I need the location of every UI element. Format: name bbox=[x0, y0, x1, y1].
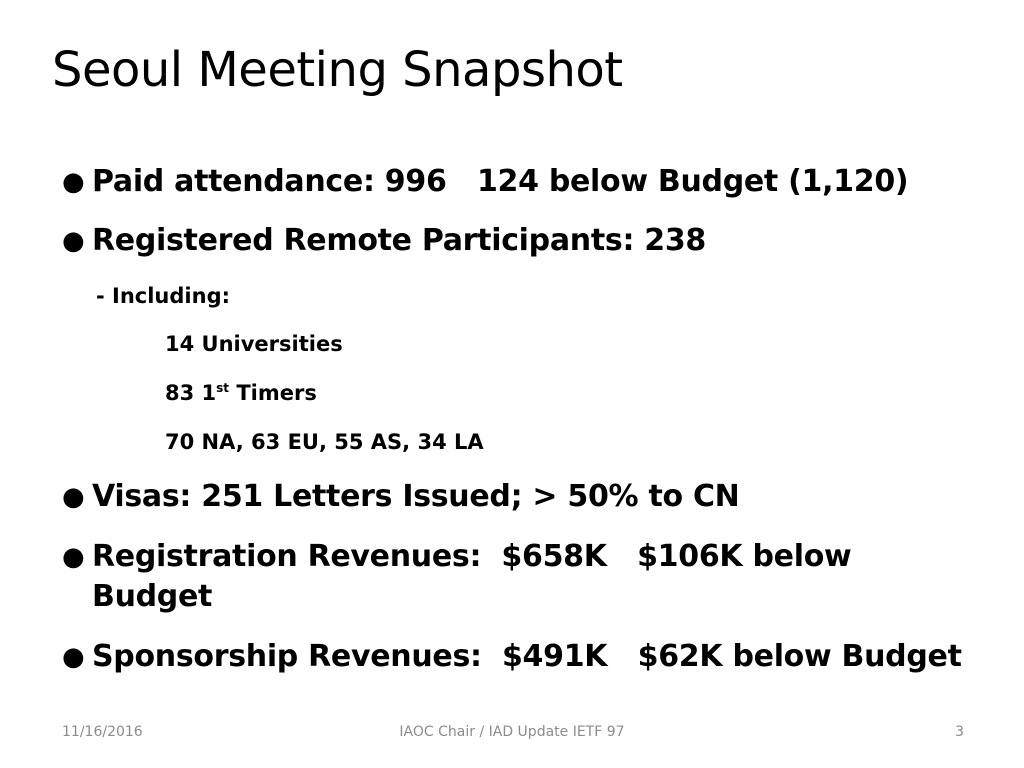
bullet-text: Sponsorship Revenues: $491K $62K below Budget bbox=[92, 639, 962, 674]
sub-item-universities: 14 Universities bbox=[165, 332, 343, 356]
bullet-dot-icon: ● bbox=[62, 167, 85, 197]
footer-date: 11/16/2016 bbox=[62, 724, 143, 740]
bullet-remote-participants bbox=[62, 221, 706, 261]
bullet-visas bbox=[62, 477, 739, 517]
bullet-dot-icon: ● bbox=[62, 226, 85, 256]
bullet-dot-icon: ● bbox=[62, 542, 85, 572]
sub-item-regions: 70 NA, 63 EU, 55 AS, 34 LA bbox=[165, 430, 484, 454]
bullet-text: Visas: 251 Letters Issued; > 50% to CN bbox=[92, 479, 740, 514]
bullet-paid-attendance bbox=[62, 162, 908, 202]
sub-item-first-timers bbox=[165, 379, 317, 407]
bullet-dot-icon: ● bbox=[62, 482, 85, 512]
bullet-text: Registered Remote Participants: 238 bbox=[92, 223, 707, 258]
bullet-sponsorship-revenues bbox=[62, 637, 962, 677]
bullet-dot-icon: ● bbox=[62, 642, 85, 672]
bullet-registration-revenues bbox=[62, 537, 912, 617]
footer-title: IAOC Chair / IAD Update IETF 97 bbox=[399, 724, 625, 740]
bullet-text: Paid attendance: 996 124 below Budget (1,120) bbox=[92, 164, 909, 199]
footer-page-number: 3 bbox=[955, 724, 964, 740]
sub-item-prefix: 83 1 bbox=[165, 381, 217, 405]
sub-heading-including: - Including: bbox=[96, 284, 230, 308]
sub-item-suffix: Timers bbox=[229, 381, 317, 405]
sub-item-superscript: st bbox=[216, 381, 230, 395]
bullet-text: Registration Revenues: $658K $106K below Budget bbox=[92, 539, 862, 614]
slide-title: Seoul Meeting Snapshot bbox=[52, 42, 623, 98]
